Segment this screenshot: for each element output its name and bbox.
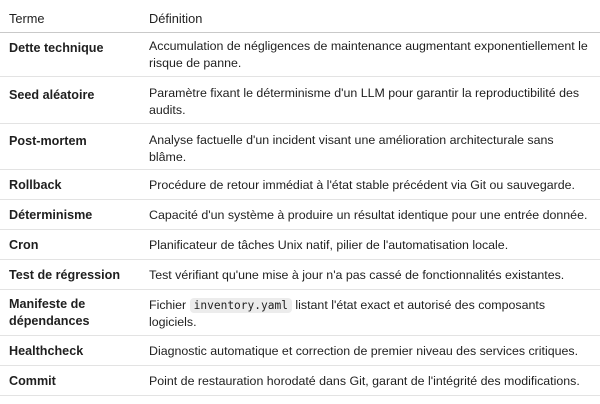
term-cell: Manifeste de dépendances (9, 297, 90, 328)
term-cell: Commit (9, 374, 56, 388)
definition-cell: Analyse factuelle d'un incident visant une amélioration architecturale sans blâme. (149, 133, 554, 164)
term-cell: Test de régression (9, 268, 121, 282)
definition-cell: Paramètre fixant le déterminisme d'un LLM pour garantir la reproductibilité des audits. (149, 86, 580, 117)
table-row (0, 124, 600, 170)
term-cell: Post-mortem (9, 134, 87, 148)
definition-cell: Planificateur de tâches Unix natif, pilier de l'automatisation locale. (149, 238, 509, 252)
term-cell: Healthcheck (9, 344, 84, 358)
term-cell: Cron (9, 238, 39, 252)
table-header-row (0, 0, 600, 33)
definition-cell: Point de restauration horodaté dans Git, garant de l'intégrité des modifications. (149, 374, 580, 388)
inline-code: inventory.yaml (190, 298, 292, 313)
table-row (0, 260, 600, 290)
term-cell: Déterminisme (9, 208, 93, 222)
header-term: Terme (9, 11, 45, 26)
table-row (0, 336, 600, 366)
definition-cell: Accumulation de négligences de maintenance augmentant exponentiellement le risque de panne. (149, 39, 588, 70)
definition-cell: Diagnostic automatique et correction de premier niveau des services critiques. (149, 344, 579, 358)
definition-cell: Procédure de retour immédiat à l'état stable précédent via Git ou sauvegarde. (149, 178, 575, 192)
table-row (0, 200, 600, 230)
table-row (0, 77, 600, 124)
term-cell: Dette technique (9, 41, 104, 55)
term-cell: Seed aléatoire (9, 88, 95, 102)
definition-cell: Capacité d'un système à produire un résultat identique pour une entrée donnée. (149, 208, 588, 222)
header-definition: Définition (149, 11, 203, 26)
table-row (0, 290, 600, 336)
table-row (0, 33, 600, 77)
table-row (0, 170, 600, 200)
definition-cell: Test vérifiant qu'une mise à jour n'a pas cassé de fonctionnalités existantes. (149, 268, 565, 282)
definition-text-suffix: listant l'état exact et autorisé des composants logiciels. (149, 298, 546, 329)
table-row (0, 366, 600, 396)
definition-cell (149, 290, 591, 335)
term-cell: Rollback (9, 178, 62, 192)
table-row (0, 230, 600, 260)
definition-text-prefix: Fichier (149, 298, 187, 312)
